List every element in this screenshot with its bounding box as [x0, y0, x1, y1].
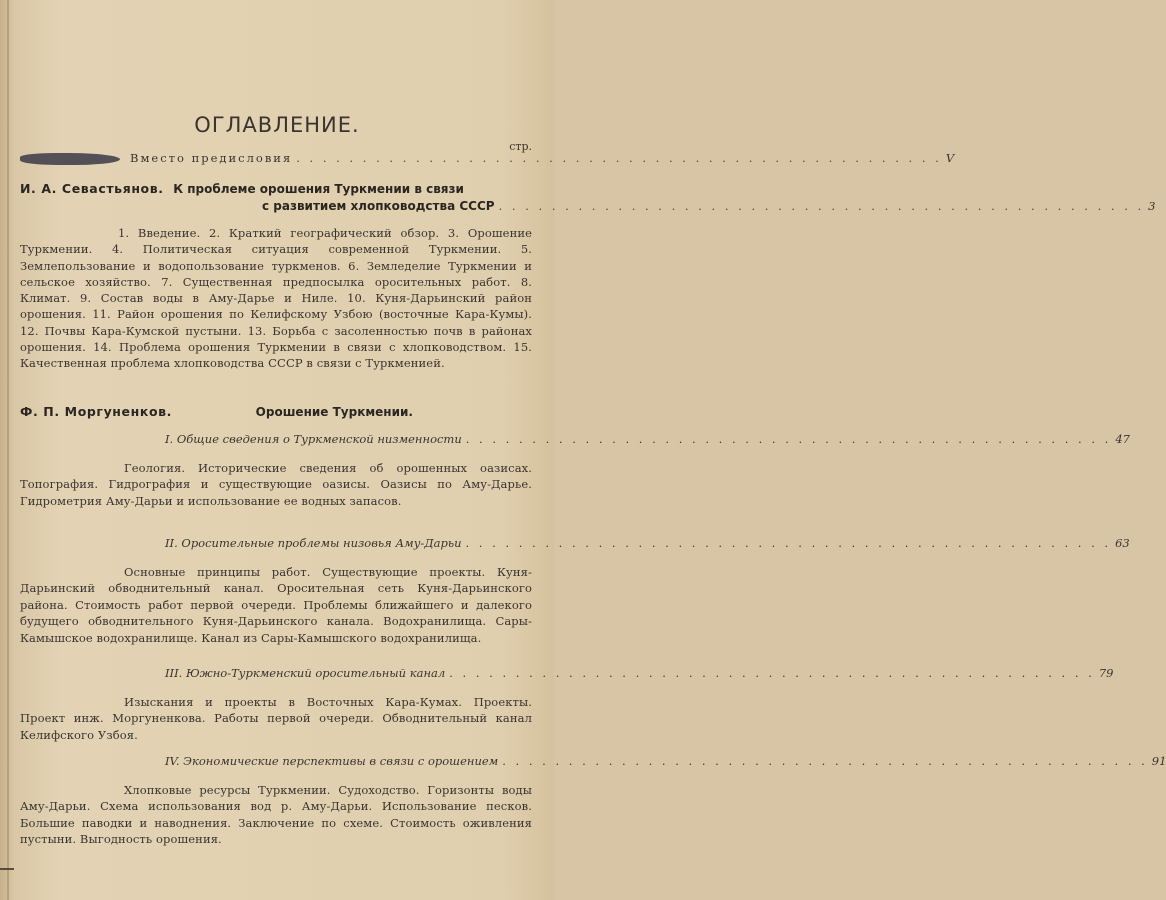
- page-column-label: стр.: [509, 140, 532, 153]
- section-3-contents: Изыскания и проекты в Восточных Кара-Кумах. Проекты. Проект инж. Моргуненкова. Работы первой очереди. Обводнительный канал Келифского Узбоя.: [20, 695, 532, 742]
- article2-heading: [20, 404, 532, 419]
- article2-author: Ф. П. Моргуненков.: [20, 404, 172, 419]
- leader-dots: . . . . . . . . . . . . . . . . . . . . . . . . . . . . . . . . . . . . . . . . . . . . . . . . .: [502, 754, 1148, 768]
- leader-dots: . . . . . . . . . . . . . . . . . . . . . . . . . . . . . . . . . . . . . . . . . . . . . . . . .: [498, 199, 1145, 213]
- article1-title-line1: К проблеме орошения Туркмении в связи: [173, 182, 464, 196]
- section-3-heading: III. Южно-Туркменский оросительный канал . . . . . . . . . . . . . . . . . . . . . . . . . . . . . . . . . . . . . . . . . . . . . . . . . 79: [165, 666, 1114, 680]
- section-4-contents: Хлопковые ресурсы Туркмении. Судоходство. Горизонты воды Аму-Дарьи. Схема использования вод р. Аму-Дарьи. Использование песков. Большие паводки и наводнения. Заключение по схеме. Стоимость оживления пустыни. Выгодность орошения.: [20, 783, 532, 847]
- article1-author: И. А. Севастьянов.: [20, 181, 164, 196]
- preface-page: V: [945, 151, 955, 165]
- article1-page: 3: [1148, 199, 1156, 213]
- article1-heading-line2: [262, 199, 1156, 213]
- article1-heading-line1: [20, 181, 532, 196]
- preface-entry: [20, 151, 955, 165]
- ink-blot-redaction: [20, 153, 120, 165]
- page-title: ОГЛАВЛЕНИЕ.: [194, 113, 360, 137]
- leader-dots: . . . . . . . . . . . . . . . . . . . . . . . . . . . . . . . . . . . . . . . . . . . . . . . . .: [296, 151, 942, 165]
- article1-title-line2: с развитием хлопководства СССР: [262, 199, 495, 213]
- section-2-heading: II. Оросительные проблемы низовья Аму-Дарьи . . . . . . . . . . . . . . . . . . . . . . . . . . . . . . . . . . . . . . . . . . . . . . . . . 63: [165, 536, 1130, 550]
- leader-dots: . . . . . . . . . . . . . . . . . . . . . . . . . . . . . . . . . . . . . . . . . . . . . . . . .: [449, 666, 1095, 680]
- section-1-contents: Геология. Исторические сведения об орошенных оазисах. Топография. Гидрография и существующие оазисы. Оазисы по Аму-Дарье. Гидрометрия Аму-Дарьи и использование ее водных запасов.: [20, 461, 532, 508]
- preface-text: Вместо предисловия: [130, 151, 293, 165]
- section-4-heading: IV. Экономические перспективы в связи с орошением . . . . . . . . . . . . . . . . . . . . . . . . . . . . . . . . . . . . . . . . . . . . . . . . . 91: [165, 754, 1166, 768]
- article2-title: Орошение Туркмении.: [255, 405, 413, 419]
- leader-dots: . . . . . . . . . . . . . . . . . . . . . . . . . . . . . . . . . . . . . . . . . . . . . . . . .: [465, 432, 1112, 446]
- article1-contents: 1. Введение. 2. Краткий географический обзор. 3. Орошение Туркмении. 4. Политическая ситуация современной Туркмении. 5. Землепользование и водопользование туркменов. 6. Земледелие Туркмении и сельское хозяйство. 7. Существенная предпосылка оросительных работ. 8. Климат. 9. Состав воды в Аму-Дарье и Ниле. 10. Куня-Дарьинский район орошения. 11. Район орошения по Келифскому Узбою (восточные Кара-Кумы). 12. Почвы Кара-Кумской пустыни. 13. Борьба с засоленностью почв в районах орошения. 14. Проблема орошения Туркмении в связи с хлопководством. 15. Качественная проблема хлопководства СССР в связи с Туркменией.: [20, 226, 532, 371]
- section-1-heading: I. Общие сведения о Туркменской низменности . . . . . . . . . . . . . . . . . . . . . . . . . . . . . . . . . . . . . . . . . . . . . . . . . 47: [165, 432, 1130, 446]
- leader-dots: . . . . . . . . . . . . . . . . . . . . . . . . . . . . . . . . . . . . . . . . . . . . . . . . .: [465, 536, 1112, 550]
- page-edge-mark: [0, 868, 14, 870]
- section-2-contents: Основные принципы работ. Существующие проекты. Куня-Дарьинский обводнительный канал. Оросительная сеть Куня-Дарьинского района. Стоимость работ первой очереди. Проблемы ближайшего и далекого будущего обводнительного Куня-Дарьинского канала. Водохранилища. Сары-Камышское водохранилище. Канал из Сары-Камышского водохранилища.: [20, 565, 532, 645]
